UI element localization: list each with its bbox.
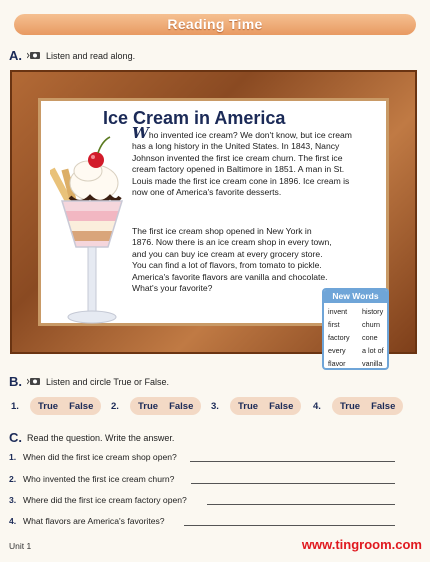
true-false-row (0, 397, 430, 415)
ice-cream-sundae-illustration (50, 135, 132, 350)
new-words-title: New Words (324, 290, 387, 303)
audio-cd-icon[interactable] (27, 51, 41, 60)
tf-item-1 (11, 397, 101, 415)
article-paragraph-1 (132, 124, 357, 198)
answer-line-2[interactable] (191, 483, 395, 484)
word-item: flavor (328, 359, 346, 368)
section-b-instruction: Listen and circle True or False. (46, 376, 170, 387)
new-words-list (324, 303, 387, 370)
tf-number: 3. (211, 400, 219, 412)
unit-label: Unit 1 (9, 541, 32, 551)
question-number: 2. (9, 474, 17, 484)
question-text: Where did the first ice cream factory open? (23, 495, 187, 505)
question-text: Who invented the first ice cream churn? (23, 474, 175, 484)
new-words-box (322, 288, 389, 370)
answer-line-1[interactable] (190, 461, 395, 462)
tf-item-4 (313, 397, 403, 415)
word-item: vanilla (362, 359, 383, 368)
answer-line-3[interactable] (207, 504, 395, 505)
question-number: 4. (9, 516, 17, 526)
dropcap: W (132, 124, 149, 142)
section-c-header (9, 430, 174, 445)
tf-number: 2. (111, 400, 119, 412)
tf-pill (332, 397, 403, 415)
word-item: a lot of (362, 346, 384, 355)
false-option[interactable]: False (69, 400, 94, 412)
question-number: 3. (9, 495, 17, 505)
word-item: churn (362, 320, 380, 329)
question-2 (9, 474, 174, 484)
section-a-letter: A. (9, 48, 22, 63)
watermark-url: www.tingroom.com (301, 537, 422, 552)
question-number: 1. (9, 452, 17, 462)
tf-item-3 (211, 397, 301, 415)
word-item: every (328, 346, 346, 355)
question-text: When did the first ice cream shop open? (23, 452, 177, 462)
tf-pill (230, 397, 301, 415)
question-4 (9, 516, 165, 526)
section-c-letter: C. (9, 430, 22, 445)
article-paragraph-2: The first ice cream shop opened in New York in 1876. Now there is an ice cream shop in every town, and you can buy ice cream at every grocery store. You can find a lot of flavors, from tomato to pickle. America's favorite flavors are vanilla and chocolate. What's your favorite? (132, 226, 332, 294)
question-1 (9, 452, 177, 462)
word-item: invent (328, 307, 348, 316)
false-option[interactable]: False (169, 400, 194, 412)
article-title: Ice Cream in America (103, 108, 286, 128)
section-b-letter: B. (9, 374, 22, 389)
section-b-header (9, 374, 169, 389)
tf-pill (130, 397, 201, 415)
audio-cd-icon[interactable] (27, 377, 41, 386)
reading-time-banner (14, 14, 416, 35)
false-option[interactable]: False (269, 400, 294, 412)
answer-line-4[interactable] (184, 525, 395, 526)
question-3 (9, 495, 187, 505)
true-option[interactable]: True (238, 400, 259, 412)
tf-number: 1. (11, 400, 19, 412)
word-item: cone (362, 333, 378, 342)
section-a-instruction: Listen and read along. (46, 50, 136, 61)
false-option[interactable]: False (371, 400, 396, 412)
word-item: history (362, 307, 384, 316)
question-text: What flavors are America's favorites? (23, 516, 165, 526)
true-option[interactable]: True (340, 400, 361, 412)
tf-pill (30, 397, 101, 415)
word-item: first (328, 320, 340, 329)
tf-item-2 (111, 397, 201, 415)
tf-number: 4. (313, 400, 321, 412)
word-item: factory (328, 333, 350, 342)
true-option[interactable]: True (138, 400, 159, 412)
paragraph-1-text: ho invented ice cream? We don't know, but ice cream has a long history in the United States. In 1843, Nancy Johnson invented the first ice cream churn. The first ice cream factory opened in Baltimore in 1851. A man in St. Louis made the first ice cream cone in 1896. Ice cream is now one of America's favorite desserts. (132, 130, 352, 198)
section-c-instruction: Read the question. Write the answer. (27, 432, 175, 443)
banner-title: Reading Time (167, 16, 263, 32)
true-option[interactable]: True (38, 400, 59, 412)
section-a-header (9, 48, 135, 63)
